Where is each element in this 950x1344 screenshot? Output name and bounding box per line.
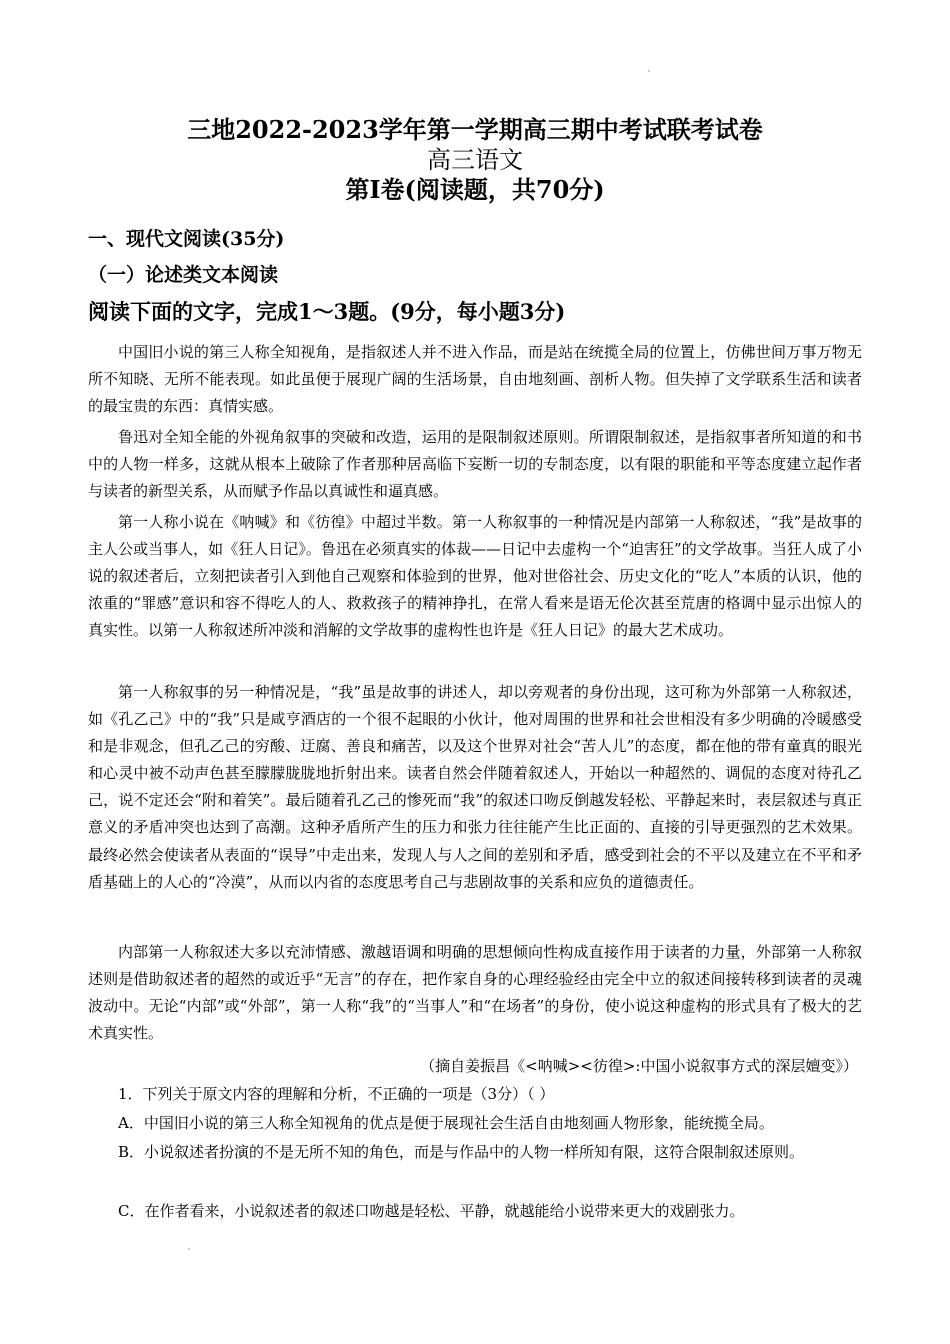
subsection-heading: （一）论述类文本阅读: [88, 264, 279, 286]
passage-paragraph-1: 中国旧小说的第三人称全知视角，是指叙述人并不进入作品，而是站在统揽全局的位置上，仿佛世间万事万物无所不知晓、无所不能表现。如此虽便于展现广阔的生活场景，自由地刻画、剖析人物。但失掉了文学联系生活和读者的最宝贵的东西：真情实感。: [88, 343, 862, 416]
passage-paragraph-2: 鲁迅对全知全能的外视角叙事的突破和改造，运用的是限制叙述原则。所谓限制叙述，是指叙事者所知道的和书中的人物一样多，这就从根本上破除了作者那种居高临下妄断一切的专制态度，以有限的职能和平等态度建立起作者与读者的新型关系，从而赋予作品以真诚性和逼真感。: [88, 428, 862, 501]
section-heading: 一、现代文阅读(35分): [88, 228, 285, 250]
question-1-option-b: B．小说叙述者扮演的不是无所不知的角色，而是与作品中的人物一样所知有限，这符合限制叙述原则。: [118, 1143, 805, 1161]
passage-source: （摘自姜振昌《<呐喊><彷徨>:中国小说叙事方式的深层嬗变》）: [420, 1057, 858, 1075]
passage-paragraph-4: 第一人称叙事的另一种情况是，“我”虽是故事的讲述人，却以旁观者的身份出现，这可称为外部第一人称叙述，如《孔乙己》中的“我”只是咸亨酒店的一个很不起眼的小伙计，他对周围的世界和社会世相没有多少明确的冷暖感受和是非观念，但孔乙己的穷酸、迂腐、善良和痛苦，以及这个世界对社会“苦人儿”的态度，都在他的带有童真的眼光和心灵中被不动声色甚至朦朦胧胧地折射出来。读者自然会伴随着叙述人，开始以一种超然的、调侃的态度对待孔乙己，说不定还会“附和着笑”。最后随着孔乙己的惨死而“我”的叙述口吻反倒越发轻松、平静起来时，表层叙述与真正意义的矛盾冲突也达到了高潮。这种矛盾所产生的压力和张力往往能产生比正面的、直接的引导更强烈的艺术效果。最终必然会使读者从表面的“误导”中走出来，发现人与人之间的差别和矛盾，感受到社会的不平以及建立在不平和矛盾基础上的人心的“冷漠”，从而以内省的态度思考自己与悲剧故事的关系和应负的道德责任。: [88, 683, 862, 891]
exam-title: 三地2022-2023学年第一学期高三期中考试联考试卷: [187, 115, 763, 144]
volume-heading: 第Ⅰ卷(阅读题，共70分): [345, 175, 605, 204]
scan-dot: [188, 1248, 190, 1250]
passage-paragraph-3: 第一人称小说在《呐喊》和《彷徨》中超过半数。第一人称叙事的一种情况是内部第一人称叙述，“我”是故事的主人公或当事人，如《狂人日记》。鲁迅在必须真实的体裁——日记中去虚构一个“迫害狂”的文学故事。当狂人成了小说的叙述者后，立刻把读者引入到他自己观察和体验到的世界，他对世俗社会、历史文化的“吃人”本质的认识，他的浓重的“罪感”意识和容不得吃人的人、救救孩子的精神挣扎，在常人看来是语无伦次甚至荒唐的格调中显示出惊人的真实性。以第一人称叙述所冲淡和消解的文学故事的虚构性也许是《狂人日记》的最大艺术成功。: [88, 513, 862, 640]
exam-subject: 高三语文: [427, 146, 523, 174]
question-1-option-c: C．在作者看来，小说叙述者的叙述口吻越是轻松、平静，就越能给小说带来更大的戏剧张力。: [118, 1202, 745, 1220]
scan-dot: [648, 70, 650, 72]
passage-paragraph-5: 内部第一人称叙述大多以充沛情感、激越语调和明确的思想倾向性构成直接作用于读者的力量，外部第一人称叙述则是借助叙述者的超然的或近乎“无言”的存在，把作家自身的心理经验经由完全中立的叙述间接转移到读者的灵魂波动中。无论“内部”或“外部”，第一人称“我”的“当事人”和“在场者”的身份，使小说这种虚构的形式具有了极大的艺术真实性。: [88, 943, 862, 1043]
question-1-option-a: A．中国旧小说的第三人称全知视角的优点是便于展现社会生活自由地刻画人物形象，能统揽全局。: [118, 1114, 774, 1132]
question-1-stem: 1．下列关于原文内容的理解和分析，不正确的一项是（3分）（ ）: [118, 1085, 555, 1103]
reading-instruction: 阅读下面的文字，完成1～3题。(9分，每小题3分): [88, 299, 566, 324]
